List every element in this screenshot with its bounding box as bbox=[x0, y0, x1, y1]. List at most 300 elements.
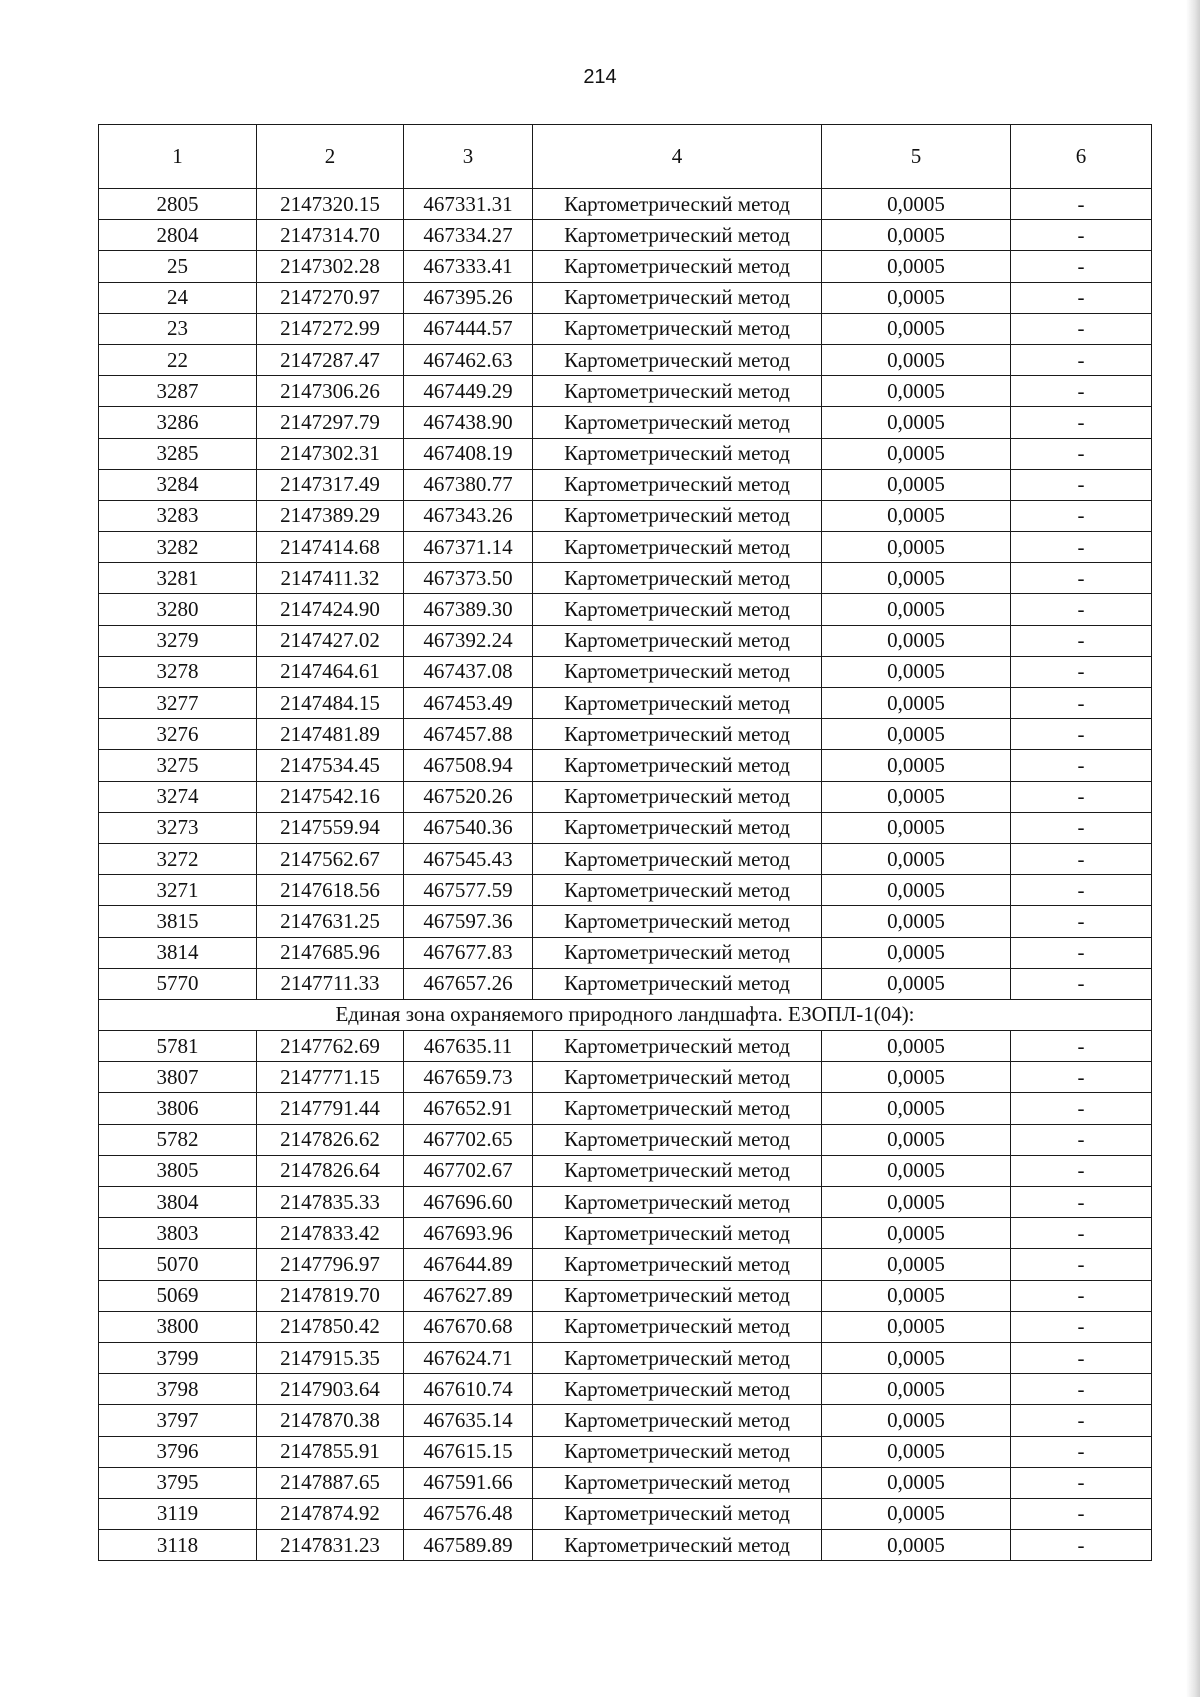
cell-point-number: 3275 bbox=[99, 750, 257, 781]
coordinates-table bbox=[98, 124, 1152, 1561]
cell-accuracy: 0,0005 bbox=[822, 1530, 1011, 1561]
table-row bbox=[99, 1093, 1152, 1124]
cell-y-coordinate: 467693.96 bbox=[404, 1218, 533, 1249]
cell-x-coordinate: 2147791.44 bbox=[257, 1093, 404, 1124]
cell-method: Картометрический метод bbox=[533, 1280, 822, 1311]
cell-point-number: 3283 bbox=[99, 500, 257, 531]
cell-description: - bbox=[1011, 812, 1152, 843]
cell-description: - bbox=[1011, 625, 1152, 656]
cell-accuracy: 0,0005 bbox=[822, 1155, 1011, 1186]
table-body-group-2 bbox=[99, 1031, 1152, 1561]
cell-point-number: 3119 bbox=[99, 1498, 257, 1529]
cell-accuracy: 0,0005 bbox=[822, 1031, 1011, 1062]
table-row bbox=[99, 1249, 1152, 1280]
cell-accuracy: 0,0005 bbox=[822, 1187, 1011, 1218]
cell-x-coordinate: 2147915.35 bbox=[257, 1342, 404, 1373]
cell-y-coordinate: 467334.27 bbox=[404, 220, 533, 251]
cell-description: - bbox=[1011, 282, 1152, 313]
cell-point-number: 5770 bbox=[99, 968, 257, 999]
cell-accuracy: 0,0005 bbox=[822, 656, 1011, 687]
cell-method: Картометрический метод bbox=[533, 438, 822, 469]
cell-point-number: 3797 bbox=[99, 1405, 257, 1436]
cell-x-coordinate: 2147534.45 bbox=[257, 750, 404, 781]
cell-accuracy: 0,0005 bbox=[822, 1062, 1011, 1093]
cell-x-coordinate: 2147320.15 bbox=[257, 189, 404, 220]
cell-x-coordinate: 2147850.42 bbox=[257, 1311, 404, 1342]
cell-x-coordinate: 2147762.69 bbox=[257, 1031, 404, 1062]
cell-point-number: 3282 bbox=[99, 532, 257, 563]
cell-y-coordinate: 467540.36 bbox=[404, 812, 533, 843]
cell-description: - bbox=[1011, 189, 1152, 220]
cell-y-coordinate: 467635.14 bbox=[404, 1405, 533, 1436]
cell-x-coordinate: 2147903.64 bbox=[257, 1374, 404, 1405]
section-title: Единая зона охраняемого природного ландшафта. ЕЗОПЛ-1(04): bbox=[99, 999, 1152, 1030]
column-header-x-coordinate: 2 bbox=[257, 125, 404, 189]
cell-x-coordinate: 2147484.15 bbox=[257, 688, 404, 719]
cell-method: Картометрический метод bbox=[533, 656, 822, 687]
cell-point-number: 3274 bbox=[99, 781, 257, 812]
cell-point-number: 5781 bbox=[99, 1031, 257, 1062]
table-row bbox=[99, 625, 1152, 656]
cell-point-number: 3795 bbox=[99, 1467, 257, 1498]
column-header-point-number: 1 bbox=[99, 125, 257, 189]
cell-method: Картометрический метод bbox=[533, 812, 822, 843]
cell-method: Картометрический метод bbox=[533, 875, 822, 906]
cell-method: Картометрический метод bbox=[533, 1187, 822, 1218]
cell-method: Картометрический метод bbox=[533, 376, 822, 407]
cell-description: - bbox=[1011, 1374, 1152, 1405]
table-body-group-1 bbox=[99, 189, 1152, 1000]
cell-description: - bbox=[1011, 1124, 1152, 1155]
cell-accuracy: 0,0005 bbox=[822, 719, 1011, 750]
cell-method: Картометрический метод bbox=[533, 625, 822, 656]
cell-point-number: 3286 bbox=[99, 407, 257, 438]
cell-y-coordinate: 467449.29 bbox=[404, 376, 533, 407]
cell-point-number: 3798 bbox=[99, 1374, 257, 1405]
cell-accuracy: 0,0005 bbox=[822, 1436, 1011, 1467]
cell-method: Картометрический метод bbox=[533, 1218, 822, 1249]
cell-description: - bbox=[1011, 968, 1152, 999]
cell-method: Картометрический метод bbox=[533, 563, 822, 594]
cell-description: - bbox=[1011, 438, 1152, 469]
cell-x-coordinate: 2147306.26 bbox=[257, 376, 404, 407]
cell-description: - bbox=[1011, 563, 1152, 594]
cell-x-coordinate: 2147618.56 bbox=[257, 875, 404, 906]
table-row bbox=[99, 251, 1152, 282]
cell-point-number: 2804 bbox=[99, 220, 257, 251]
cell-x-coordinate: 2147874.92 bbox=[257, 1498, 404, 1529]
cell-point-number: 3272 bbox=[99, 843, 257, 874]
cell-x-coordinate: 2147831.23 bbox=[257, 1530, 404, 1561]
cell-method: Картометрический метод bbox=[533, 1374, 822, 1405]
cell-method: Картометрический метод bbox=[533, 1342, 822, 1373]
cell-y-coordinate: 467589.89 bbox=[404, 1530, 533, 1561]
cell-y-coordinate: 467343.26 bbox=[404, 500, 533, 531]
cell-point-number: 5070 bbox=[99, 1249, 257, 1280]
column-header-accuracy: 5 bbox=[822, 125, 1011, 189]
cell-accuracy: 0,0005 bbox=[822, 594, 1011, 625]
cell-y-coordinate: 467702.67 bbox=[404, 1155, 533, 1186]
table-row bbox=[99, 282, 1152, 313]
cell-accuracy: 0,0005 bbox=[822, 1342, 1011, 1373]
cell-description: - bbox=[1011, 781, 1152, 812]
table-row bbox=[99, 1405, 1152, 1436]
cell-method: Картометрический метод bbox=[533, 937, 822, 968]
cell-accuracy: 0,0005 bbox=[822, 875, 1011, 906]
cell-y-coordinate: 467659.73 bbox=[404, 1062, 533, 1093]
cell-x-coordinate: 2147427.02 bbox=[257, 625, 404, 656]
cell-accuracy: 0,0005 bbox=[822, 438, 1011, 469]
cell-method: Картометрический метод bbox=[533, 313, 822, 344]
cell-description: - bbox=[1011, 719, 1152, 750]
table-row bbox=[99, 438, 1152, 469]
cell-accuracy: 0,0005 bbox=[822, 376, 1011, 407]
cell-method: Картометрический метод bbox=[533, 500, 822, 531]
cell-description: - bbox=[1011, 532, 1152, 563]
table-row bbox=[99, 500, 1152, 531]
section-title-row bbox=[99, 999, 1152, 1030]
cell-accuracy: 0,0005 bbox=[822, 906, 1011, 937]
table-row bbox=[99, 1342, 1152, 1373]
cell-y-coordinate: 467577.59 bbox=[404, 875, 533, 906]
cell-accuracy: 0,0005 bbox=[822, 1405, 1011, 1436]
table-row bbox=[99, 407, 1152, 438]
scan-edge-shadow bbox=[1186, 0, 1200, 1697]
cell-accuracy: 0,0005 bbox=[822, 1498, 1011, 1529]
cell-y-coordinate: 467670.68 bbox=[404, 1311, 533, 1342]
table-row bbox=[99, 1031, 1152, 1062]
table-row bbox=[99, 968, 1152, 999]
cell-accuracy: 0,0005 bbox=[822, 968, 1011, 999]
cell-y-coordinate: 467392.24 bbox=[404, 625, 533, 656]
cell-description: - bbox=[1011, 1031, 1152, 1062]
cell-method: Картометрический метод bbox=[533, 968, 822, 999]
page-number: 214 bbox=[583, 66, 617, 88]
cell-accuracy: 0,0005 bbox=[822, 843, 1011, 874]
cell-method: Картометрический метод bbox=[533, 750, 822, 781]
cell-y-coordinate: 467597.36 bbox=[404, 906, 533, 937]
table-row bbox=[99, 376, 1152, 407]
table-row bbox=[99, 750, 1152, 781]
cell-x-coordinate: 2147542.16 bbox=[257, 781, 404, 812]
cell-y-coordinate: 467545.43 bbox=[404, 843, 533, 874]
column-header-method: 4 bbox=[533, 125, 822, 189]
table-row bbox=[99, 1467, 1152, 1498]
table-row bbox=[99, 906, 1152, 937]
cell-y-coordinate: 467615.15 bbox=[404, 1436, 533, 1467]
cell-method: Картометрический метод bbox=[533, 594, 822, 625]
cell-point-number: 3276 bbox=[99, 719, 257, 750]
cell-description: - bbox=[1011, 1530, 1152, 1561]
cell-point-number: 3814 bbox=[99, 937, 257, 968]
cell-description: - bbox=[1011, 220, 1152, 251]
cell-accuracy: 0,0005 bbox=[822, 282, 1011, 313]
cell-accuracy: 0,0005 bbox=[822, 1093, 1011, 1124]
cell-method: Картометрический метод bbox=[533, 407, 822, 438]
cell-y-coordinate: 467591.66 bbox=[404, 1467, 533, 1498]
cell-point-number: 3815 bbox=[99, 906, 257, 937]
cell-accuracy: 0,0005 bbox=[822, 1280, 1011, 1311]
cell-x-coordinate: 2147317.49 bbox=[257, 469, 404, 500]
cell-y-coordinate: 467373.50 bbox=[404, 563, 533, 594]
table-row bbox=[99, 1374, 1152, 1405]
cell-description: - bbox=[1011, 656, 1152, 687]
cell-description: - bbox=[1011, 500, 1152, 531]
cell-description: - bbox=[1011, 251, 1152, 282]
cell-x-coordinate: 2147826.62 bbox=[257, 1124, 404, 1155]
cell-accuracy: 0,0005 bbox=[822, 220, 1011, 251]
cell-x-coordinate: 2147771.15 bbox=[257, 1062, 404, 1093]
cell-description: - bbox=[1011, 688, 1152, 719]
cell-y-coordinate: 467331.31 bbox=[404, 189, 533, 220]
cell-y-coordinate: 467389.30 bbox=[404, 594, 533, 625]
cell-point-number: 3280 bbox=[99, 594, 257, 625]
cell-point-number: 3118 bbox=[99, 1530, 257, 1561]
cell-method: Картометрический метод bbox=[533, 719, 822, 750]
cell-description: - bbox=[1011, 1467, 1152, 1498]
cell-x-coordinate: 2147270.97 bbox=[257, 282, 404, 313]
table-header-row bbox=[99, 125, 1152, 189]
table-row bbox=[99, 875, 1152, 906]
table-row bbox=[99, 532, 1152, 563]
cell-description: - bbox=[1011, 594, 1152, 625]
cell-y-coordinate: 467408.19 bbox=[404, 438, 533, 469]
cell-point-number: 3278 bbox=[99, 656, 257, 687]
table-row bbox=[99, 1530, 1152, 1561]
cell-accuracy: 0,0005 bbox=[822, 563, 1011, 594]
table-row bbox=[99, 220, 1152, 251]
table-row bbox=[99, 656, 1152, 687]
table-row bbox=[99, 594, 1152, 625]
cell-description: - bbox=[1011, 937, 1152, 968]
cell-point-number: 3279 bbox=[99, 625, 257, 656]
cell-point-number: 3796 bbox=[99, 1436, 257, 1467]
cell-point-number: 3804 bbox=[99, 1187, 257, 1218]
table-row bbox=[99, 1311, 1152, 1342]
cell-x-coordinate: 2147287.47 bbox=[257, 344, 404, 375]
cell-description: - bbox=[1011, 875, 1152, 906]
cell-point-number: 3807 bbox=[99, 1062, 257, 1093]
cell-method: Картометрический метод bbox=[533, 1530, 822, 1561]
cell-y-coordinate: 467677.83 bbox=[404, 937, 533, 968]
cell-description: - bbox=[1011, 1187, 1152, 1218]
cell-method: Картометрический метод bbox=[533, 344, 822, 375]
cell-method: Картометрический метод bbox=[533, 1124, 822, 1155]
cell-point-number: 3287 bbox=[99, 376, 257, 407]
cell-method: Картометрический метод bbox=[533, 843, 822, 874]
table-row bbox=[99, 344, 1152, 375]
cell-method: Картометрический метод bbox=[533, 781, 822, 812]
cell-accuracy: 0,0005 bbox=[822, 1311, 1011, 1342]
cell-accuracy: 0,0005 bbox=[822, 625, 1011, 656]
cell-method: Картометрический метод bbox=[533, 1436, 822, 1467]
cell-point-number: 25 bbox=[99, 251, 257, 282]
cell-description: - bbox=[1011, 1280, 1152, 1311]
table-row bbox=[99, 688, 1152, 719]
cell-y-coordinate: 467644.89 bbox=[404, 1249, 533, 1280]
cell-x-coordinate: 2147711.33 bbox=[257, 968, 404, 999]
cell-description: - bbox=[1011, 469, 1152, 500]
cell-x-coordinate: 2147887.65 bbox=[257, 1467, 404, 1498]
cell-point-number: 5069 bbox=[99, 1280, 257, 1311]
cell-description: - bbox=[1011, 750, 1152, 781]
table-row bbox=[99, 313, 1152, 344]
cell-method: Картометрический метод bbox=[533, 1155, 822, 1186]
table-row bbox=[99, 1218, 1152, 1249]
cell-point-number: 23 bbox=[99, 313, 257, 344]
cell-description: - bbox=[1011, 1498, 1152, 1529]
cell-description: - bbox=[1011, 1436, 1152, 1467]
cell-point-number: 3803 bbox=[99, 1218, 257, 1249]
cell-x-coordinate: 2147389.29 bbox=[257, 500, 404, 531]
cell-x-coordinate: 2147685.96 bbox=[257, 937, 404, 968]
cell-y-coordinate: 467696.60 bbox=[404, 1187, 533, 1218]
table-row bbox=[99, 937, 1152, 968]
cell-y-coordinate: 467520.26 bbox=[404, 781, 533, 812]
cell-x-coordinate: 2147819.70 bbox=[257, 1280, 404, 1311]
cell-x-coordinate: 2147481.89 bbox=[257, 719, 404, 750]
cell-accuracy: 0,0005 bbox=[822, 407, 1011, 438]
cell-accuracy: 0,0005 bbox=[822, 469, 1011, 500]
cell-accuracy: 0,0005 bbox=[822, 1467, 1011, 1498]
table-row bbox=[99, 719, 1152, 750]
cell-point-number: 24 bbox=[99, 282, 257, 313]
cell-x-coordinate: 2147302.28 bbox=[257, 251, 404, 282]
cell-x-coordinate: 2147411.32 bbox=[257, 563, 404, 594]
table-row bbox=[99, 1280, 1152, 1311]
cell-method: Картометрический метод bbox=[533, 189, 822, 220]
cell-description: - bbox=[1011, 1093, 1152, 1124]
cell-accuracy: 0,0005 bbox=[822, 750, 1011, 781]
cell-description: - bbox=[1011, 1218, 1152, 1249]
cell-point-number: 3271 bbox=[99, 875, 257, 906]
cell-method: Картометрический метод bbox=[533, 469, 822, 500]
table-row bbox=[99, 1498, 1152, 1529]
cell-method: Картометрический метод bbox=[533, 1249, 822, 1280]
table-row bbox=[99, 781, 1152, 812]
cell-accuracy: 0,0005 bbox=[822, 688, 1011, 719]
cell-method: Картометрический метод bbox=[533, 282, 822, 313]
cell-x-coordinate: 2147833.42 bbox=[257, 1218, 404, 1249]
cell-point-number: 3805 bbox=[99, 1155, 257, 1186]
cell-y-coordinate: 467380.77 bbox=[404, 469, 533, 500]
cell-x-coordinate: 2147835.33 bbox=[257, 1187, 404, 1218]
cell-method: Картометрический метод bbox=[533, 532, 822, 563]
table-row bbox=[99, 469, 1152, 500]
cell-y-coordinate: 467657.26 bbox=[404, 968, 533, 999]
cell-x-coordinate: 2147870.38 bbox=[257, 1405, 404, 1436]
cell-accuracy: 0,0005 bbox=[822, 344, 1011, 375]
cell-accuracy: 0,0005 bbox=[822, 313, 1011, 344]
table-row bbox=[99, 1187, 1152, 1218]
cell-y-coordinate: 467437.08 bbox=[404, 656, 533, 687]
cell-y-coordinate: 467624.71 bbox=[404, 1342, 533, 1373]
cell-accuracy: 0,0005 bbox=[822, 781, 1011, 812]
cell-method: Картометрический метод bbox=[533, 906, 822, 937]
cell-description: - bbox=[1011, 906, 1152, 937]
cell-method: Картометрический метод bbox=[533, 1405, 822, 1436]
cell-method: Картометрический метод bbox=[533, 220, 822, 251]
cell-y-coordinate: 467333.41 bbox=[404, 251, 533, 282]
cell-point-number: 3285 bbox=[99, 438, 257, 469]
cell-point-number: 22 bbox=[99, 344, 257, 375]
cell-accuracy: 0,0005 bbox=[822, 189, 1011, 220]
cell-accuracy: 0,0005 bbox=[822, 532, 1011, 563]
cell-method: Картометрический метод bbox=[533, 1031, 822, 1062]
cell-x-coordinate: 2147414.68 bbox=[257, 532, 404, 563]
cell-point-number: 3277 bbox=[99, 688, 257, 719]
cell-x-coordinate: 2147314.70 bbox=[257, 220, 404, 251]
cell-method: Картометрический метод bbox=[533, 1093, 822, 1124]
cell-accuracy: 0,0005 bbox=[822, 500, 1011, 531]
cell-accuracy: 0,0005 bbox=[822, 937, 1011, 968]
cell-description: - bbox=[1011, 843, 1152, 874]
cell-y-coordinate: 467457.88 bbox=[404, 719, 533, 750]
cell-point-number: 3273 bbox=[99, 812, 257, 843]
cell-point-number: 3281 bbox=[99, 563, 257, 594]
cell-x-coordinate: 2147464.61 bbox=[257, 656, 404, 687]
cell-x-coordinate: 2147302.31 bbox=[257, 438, 404, 469]
cell-y-coordinate: 467438.90 bbox=[404, 407, 533, 438]
cell-method: Картометрический метод bbox=[533, 688, 822, 719]
table-row bbox=[99, 1062, 1152, 1093]
cell-y-coordinate: 467444.57 bbox=[404, 313, 533, 344]
cell-point-number: 5782 bbox=[99, 1124, 257, 1155]
cell-method: Картометрический метод bbox=[533, 1498, 822, 1529]
cell-y-coordinate: 467453.49 bbox=[404, 688, 533, 719]
cell-accuracy: 0,0005 bbox=[822, 1218, 1011, 1249]
cell-x-coordinate: 2147272.99 bbox=[257, 313, 404, 344]
cell-description: - bbox=[1011, 376, 1152, 407]
cell-description: - bbox=[1011, 313, 1152, 344]
cell-method: Картометрический метод bbox=[533, 1311, 822, 1342]
cell-point-number: 3806 bbox=[99, 1093, 257, 1124]
cell-x-coordinate: 2147796.97 bbox=[257, 1249, 404, 1280]
cell-y-coordinate: 467627.89 bbox=[404, 1280, 533, 1311]
cell-y-coordinate: 467652.91 bbox=[404, 1093, 533, 1124]
cell-method: Картометрический метод bbox=[533, 1062, 822, 1093]
cell-description: - bbox=[1011, 1155, 1152, 1186]
table-section-row-group bbox=[99, 999, 1152, 1030]
cell-accuracy: 0,0005 bbox=[822, 1374, 1011, 1405]
cell-accuracy: 0,0005 bbox=[822, 1249, 1011, 1280]
cell-y-coordinate: 467635.11 bbox=[404, 1031, 533, 1062]
cell-description: - bbox=[1011, 344, 1152, 375]
cell-description: - bbox=[1011, 1405, 1152, 1436]
cell-x-coordinate: 2147297.79 bbox=[257, 407, 404, 438]
cell-point-number: 3799 bbox=[99, 1342, 257, 1373]
cell-y-coordinate: 467576.48 bbox=[404, 1498, 533, 1529]
cell-y-coordinate: 467610.74 bbox=[404, 1374, 533, 1405]
cell-y-coordinate: 467371.14 bbox=[404, 532, 533, 563]
cell-method: Картометрический метод bbox=[533, 1467, 822, 1498]
table-row bbox=[99, 1436, 1152, 1467]
cell-x-coordinate: 2147562.67 bbox=[257, 843, 404, 874]
cell-point-number: 2805 bbox=[99, 189, 257, 220]
cell-x-coordinate: 2147631.25 bbox=[257, 906, 404, 937]
cell-description: - bbox=[1011, 1342, 1152, 1373]
cell-point-number: 3284 bbox=[99, 469, 257, 500]
cell-accuracy: 0,0005 bbox=[822, 812, 1011, 843]
column-header-y-coordinate: 3 bbox=[404, 125, 533, 189]
cell-y-coordinate: 467702.65 bbox=[404, 1124, 533, 1155]
cell-description: - bbox=[1011, 1249, 1152, 1280]
cell-x-coordinate: 2147559.94 bbox=[257, 812, 404, 843]
cell-y-coordinate: 467462.63 bbox=[404, 344, 533, 375]
cell-point-number: 3800 bbox=[99, 1311, 257, 1342]
cell-y-coordinate: 467508.94 bbox=[404, 750, 533, 781]
cell-x-coordinate: 2147826.64 bbox=[257, 1155, 404, 1186]
